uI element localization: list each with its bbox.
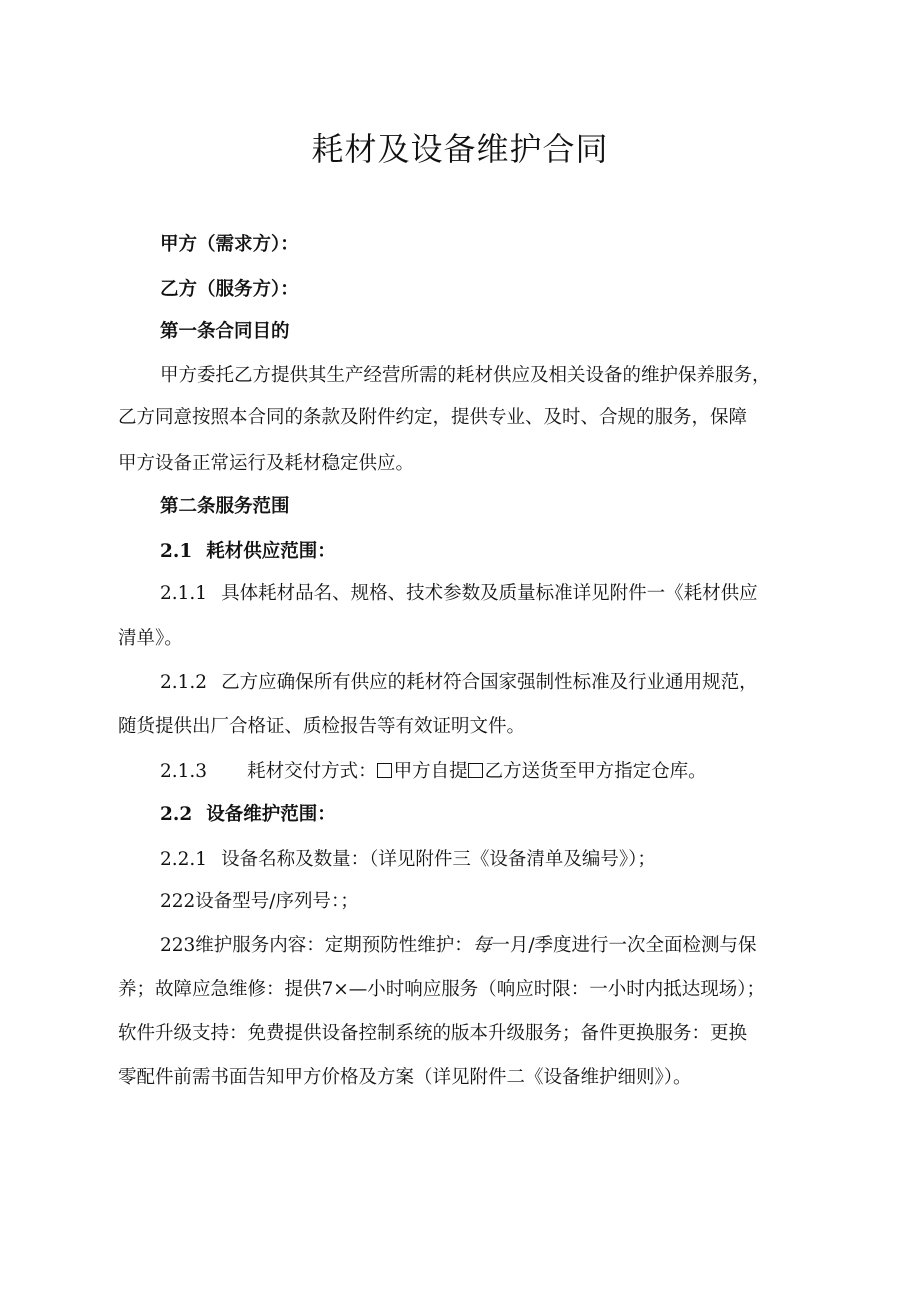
checkbox-self-pickup[interactable] bbox=[377, 763, 392, 778]
option-self-pickup: 甲方自提 bbox=[393, 761, 468, 782]
clause-text: 具体耗材品名、规格、技术参数及质量标准详见附件一《耗材供应 bbox=[221, 583, 758, 604]
clause-text: 一月/季度进行一次全面检测与保 bbox=[491, 935, 757, 956]
clause-2-1-1-line-2: 清单》。 bbox=[118, 628, 183, 649]
clause-number: 2.2.1 bbox=[160, 849, 208, 870]
clause-2-1-3 bbox=[160, 760, 860, 784]
clause-number: 2.1.2 bbox=[160, 672, 208, 693]
clause-label: 耗材交付方式： bbox=[247, 761, 377, 782]
document-title: 耗材及设备维护合同 bbox=[311, 130, 609, 168]
article-1-heading: 第一条合同目的 bbox=[160, 321, 290, 342]
clause-2-2-1 bbox=[160, 848, 860, 872]
clause-2-2-2: 222设备型号/序列号：； bbox=[160, 891, 359, 912]
clause-text: 设备名称及数量：（详见附件三《设备清单及编号》）； bbox=[221, 849, 656, 870]
clause-number: 2.1.3 bbox=[160, 761, 208, 782]
clause-2-2-3-line-3: 软件升级支持：免费提供设备控制系统的版本升级服务；备件更换服务：更换 bbox=[118, 1023, 748, 1044]
article-1-paragraph-line-1: 甲方委托乙方提供其生产经营所需的耗材供应及相关设备的维护保养服务， bbox=[160, 365, 771, 386]
clause-2-2-3-line-2: 养；故障应急维修：提供7×—小时响应服务（响应时限：一小时内抵达现场）； bbox=[118, 979, 766, 1000]
clause-2-1-1-line-1 bbox=[160, 582, 860, 606]
clause-2-2-3-line-1 bbox=[160, 934, 860, 958]
clause-2-2-3-line-4: 零配件前需书面告知甲方价格及方案（详见附件二《设备维护细则》）。 bbox=[118, 1067, 692, 1088]
clause-number: 2.1.1 bbox=[160, 583, 208, 604]
clause-2-1-2-line-2: 随货提供出厂合格证、质检报告等有效证明文件。 bbox=[118, 716, 526, 737]
article-1-paragraph-line-2: 乙方同意按照本合同的条款及附件约定，提供专业、及时、合规的服务，保障 bbox=[118, 407, 748, 428]
checkbox-delivery[interactable] bbox=[468, 763, 483, 778]
party-a-label: 甲方（需求方）： bbox=[160, 234, 299, 255]
option-delivery: 乙方送货至甲方指定仓库。 bbox=[484, 761, 707, 782]
section-number: 2.2 bbox=[160, 804, 193, 825]
article-1-paragraph-line-3: 甲方设备正常运行及耗材稳定供应。 bbox=[118, 453, 415, 474]
section-label: 设备维护范围： bbox=[206, 804, 336, 825]
section-2-1-heading bbox=[160, 540, 860, 564]
section-number: 2.1 bbox=[160, 541, 193, 562]
clause-text: 乙方应确保所有供应的耗材符合国家强制性标准及行业通用规范， bbox=[221, 672, 758, 693]
party-b-label: 乙方（服务方）： bbox=[160, 279, 299, 300]
section-2-2-heading bbox=[160, 803, 860, 827]
section-label: 耗材供应范围： bbox=[206, 541, 336, 562]
clause-text-italic: 每 bbox=[472, 935, 492, 956]
clause-text: 223维护服务内容：定期预防性维护： bbox=[160, 935, 473, 956]
clause-2-1-2-line-1 bbox=[160, 671, 860, 695]
article-2-heading: 第二条服务范围 bbox=[160, 496, 290, 517]
